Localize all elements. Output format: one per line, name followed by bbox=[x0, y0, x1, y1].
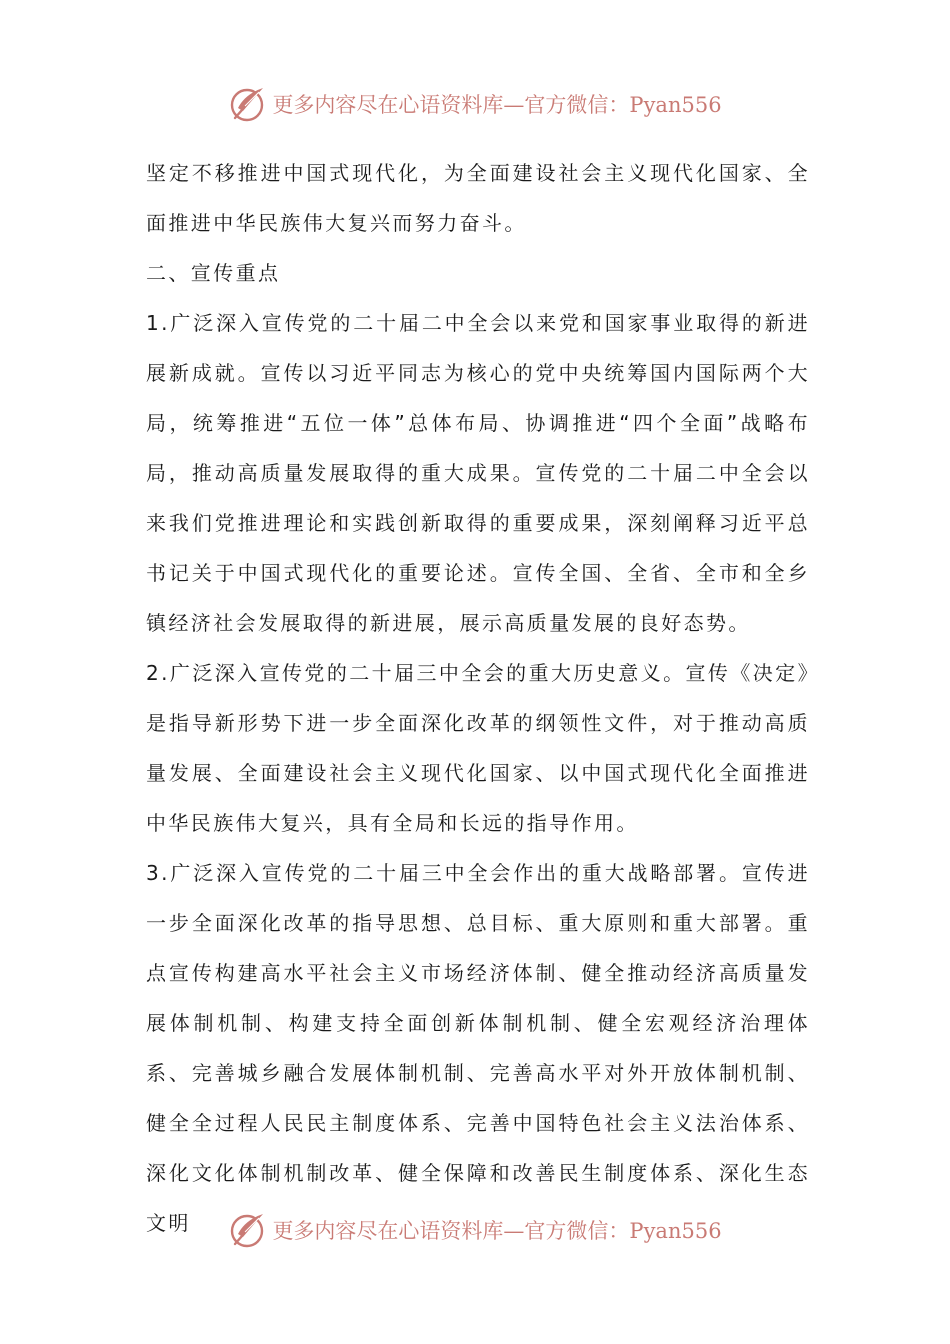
quill-logo-icon bbox=[228, 84, 268, 124]
intro-continuation-paragraph: 坚定不移推进中国式现代化，为全面建设社会主义现代化国家、全面推进中华民族伟大复兴而努力奋斗。 bbox=[146, 161, 810, 235]
footer-watermark bbox=[0, 1210, 950, 1250]
list-item-2: 2.广泛深入宣传党的二十届三中全会的重大历史意义。宣传《决定》是指导新形势下进一步全面深化改革的纲领性文件，对于推动高质量发展、全面建设社会主义现代化国家、以中国式现代化全面推进中华民族伟大复兴，具有全局和长远的指导作用。 bbox=[146, 661, 810, 835]
document-body bbox=[146, 148, 810, 1248]
watermark-text: 更多内容尽在心语资料库—官方微信：Pyan556 bbox=[272, 1219, 722, 1243]
header-watermark bbox=[0, 84, 950, 124]
section-heading: 二、宣传重点 bbox=[146, 261, 281, 285]
quill-logo-icon bbox=[228, 1210, 268, 1250]
list-item-1: 1.广泛深入宣传党的二十届二中全会以来党和国家事业取得的新进展新成就。宣传以习近平同志为核心的党中央统筹国内国际两个大局，统筹推进“五位一体”总体布局、协调推进“四个全面”战略布局，推动高质量发展取得的重大成果。宣传党的二十届二中全会以来我们党推进理论和实践创新取得的重要成果，深刻阐释习近平总书记关于中国式现代化的重要论述。宣传全国、全省、全市和全乡镇经济社会发展取得的新进展，展示高质量发展的良好态势。 bbox=[146, 311, 810, 635]
watermark-text: 更多内容尽在心语资料库—官方微信：Pyan556 bbox=[272, 93, 722, 117]
list-item-3: 3.广泛深入宣传党的二十届三中全会作出的重大战略部署。宣传进一步全面深化改革的指导思想、总目标、重大原则和重大部署。重点宣传构建高水平社会主义市场经济体制、健全推动经济高质量发展体制机制、构建支持全面创新体制机制、健全宏观经济治理体系、完善城乡融合发展体制机制、完善高水平对外开放体制机制、健全全过程人民民主制度体系、完善中国特色社会主义法治体系、深化文化体制机制改革、健全保障和改善民生制度体系、深化生态文明 bbox=[146, 861, 810, 1235]
